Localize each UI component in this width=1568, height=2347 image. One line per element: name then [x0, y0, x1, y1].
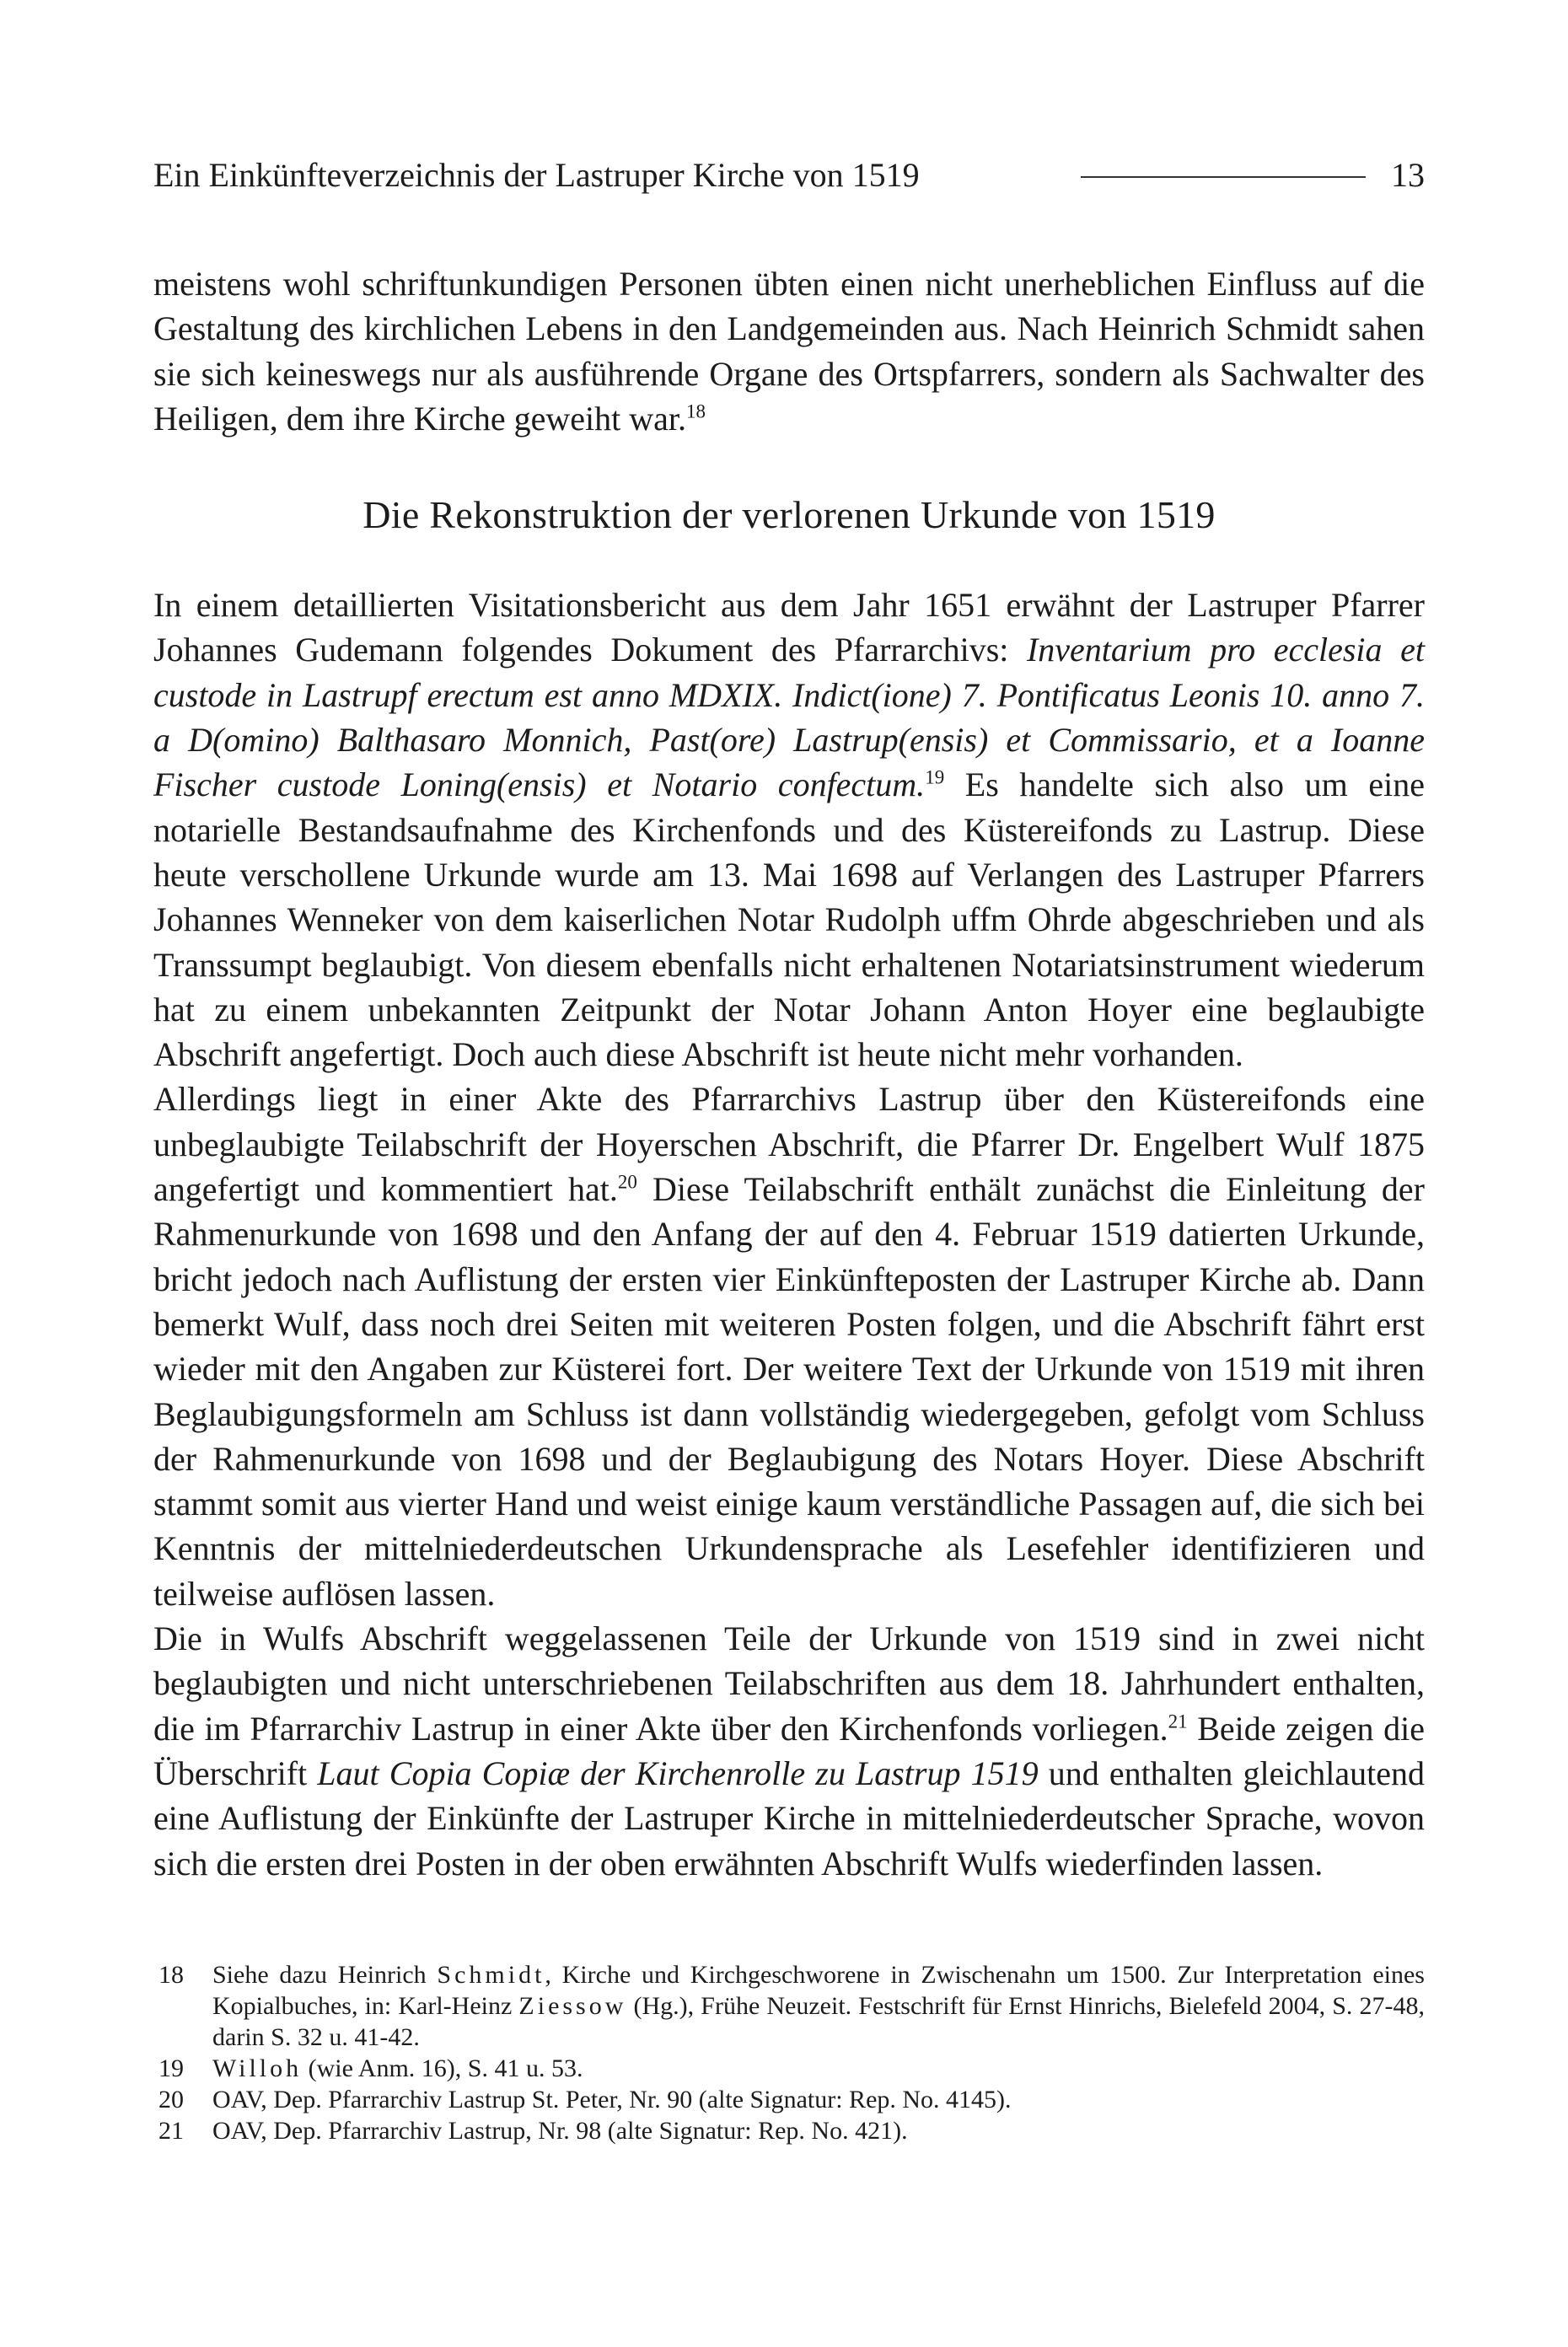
footnote-text: (wie Anm. 16), S. 41 u. 53.	[302, 2054, 583, 2082]
paragraph-wulf	[153, 1077, 1425, 1616]
footnote-text: Siehe dazu Heinrich	[212, 1961, 438, 1989]
footnote-20	[153, 2084, 1425, 2115]
paragraph-copies	[153, 1616, 1425, 1886]
title-quotation: Laut Copia Copiæ der Kirchenrolle zu Lastrup 1519	[317, 1754, 1039, 1792]
paragraph-intro	[153, 261, 1425, 441]
author-name: Ziessow	[518, 1992, 627, 2020]
footnote-ref-20: 20	[617, 1171, 637, 1193]
author-name: Schmidt	[437, 1961, 545, 1989]
running-head-rule	[1081, 176, 1366, 178]
footnote-number: 21	[158, 2117, 184, 2145]
page-number: 13	[1391, 156, 1425, 194]
latin-quotation: Inventarium pro ecclesia et custode in Lastrupf erectum est anno MDXIX. Indict(ione) 7. Pontificatus Leonis 10. anno 7. a D(omino) Balthasaro Monnich, Past(ore) Lastrup(ensis) et Commissario, et a Ioanne Fischer custode Loning(ensis) et Notario confectum.	[153, 631, 1426, 804]
running-head	[153, 150, 1425, 201]
footnote-21	[153, 2115, 1425, 2146]
paragraph-visitation-text-b: Es handelte sich also um eine notarielle Bestandsaufnahme des Kirchenfonds und des Küstereifonds zu Lastrup. Diese heute verschollene Urkunde wurde am 13. Mai 1698 auf Verlangen des Lastruper Pfarrers Johannes Wenneker von dem kaiserlichen Notar Rudolph uffm Ohrde abgeschrieben und als Transsumpt beglaubigt. Von diesem ebenfalls nicht erhaltenen Notariatsinstrument wiederum hat zu einem unbekannten Zeitpunkt der Notar Johann Anton Hoyer eine beglaubigte Abschrift angefertigt. Doch auch diese Abschrift ist heute nicht mehr vorhanden.	[153, 765, 1425, 1074]
footnote-text: OAV, Dep. Pfarrarchiv Lastrup, Nr. 98 (alte Signatur: Rep. No. 421).	[212, 2117, 908, 2145]
author-name: Willoh	[212, 2054, 303, 2082]
paragraph-copies-text-a: Die in Wulfs Abschrift weggelassenen Teile der Urkunde von 1519 sind in zwei nicht beglaubigten und nicht unterschriebenen Teilabschriften aus dem 18. Jahrhundert enthalten, die im Pfarrarchiv Lastrup in einer Akte über den Kirchenfonds vorliegen.	[153, 1619, 1425, 1748]
paragraph-visitation	[153, 583, 1425, 1077]
section-heading: Die Rekonstruktion der verlorenen Urkunde von 1519	[362, 493, 1216, 537]
footnote-ref-18: 18	[686, 400, 706, 422]
footnotes	[153, 1959, 1425, 2146]
footnote-18	[153, 1959, 1425, 2053]
paragraph-visitation-text-a: In einem detaillierten Visitationsbericht aus dem Jahr 1651 erwähnt der Lastruper Pfarrer Johannes Gudemann folgendes Dokument des Pfarrarchivs:	[153, 586, 1425, 669]
footnote-ref-19: 19	[925, 767, 945, 789]
running-head-title: Ein Einkünfteverzeichnis der Lastruper Kirche von 1519	[153, 156, 920, 194]
paragraph-copies-text-b: Beide zeigen die Überschrift	[153, 1709, 1425, 1792]
footnote-text: (Hg.), Frühe Neuzeit. Festschrift für Ernst Hinrichs, Bielefeld 2004, S. 27-48, darin S. 32 u. 41-42.	[212, 1992, 1425, 2051]
footnote-19	[153, 2053, 1425, 2084]
paragraph-wulf-text-a: Allerdings liegt in einer Akte des Pfarrarchivs Lastrup über den Küstereifonds eine unbeglaubigte Teilabschrift der Hoyerschen Abschrift, die Pfarrer Dr. Engelbert Wulf 1875 angefertigt und kommentiert hat.	[153, 1080, 1425, 1209]
paragraph-intro-text: meistens wohl schriftunkundigen Personen übten einen nicht unerheblichen Einfluss auf die Gestaltung des kirchlichen Lebens in den Landgemeinden aus. Nach Heinrich Schmidt sahen sie sich keineswegs nur als ausführende Organe des Ortspfarrers, sondern als Sachwalter des Heiligen, dem ihre Kirche geweiht war.	[153, 265, 1425, 438]
footnote-number: 20	[158, 2086, 184, 2113]
footnote-text: , Kirche und Kirchgeschworene in Zwischenahn um 1500. Zur Interpretation eines Kopialbuches, in: Karl-Heinz	[212, 1961, 1425, 2020]
footnote-ref-21: 21	[1168, 1711, 1188, 1732]
body-text	[153, 261, 1425, 1886]
footnote-number: 18	[158, 1961, 184, 1989]
paragraph-copies-text-c: und enthalten gleichlautend eine Auflistung der Einkünfte der Lastruper Kirche in mittelniederdeutscher Sprache, wovon sich die ersten drei Posten in der oben erwähnten Abschrift Wulfs wiederfinden lassen.	[153, 1754, 1426, 1882]
footnote-text: OAV, Dep. Pfarrarchiv Lastrup St. Peter, Nr. 90 (alte Signatur: Rep. No. 4145).	[212, 2086, 1012, 2113]
footnote-number: 19	[158, 2054, 184, 2082]
paragraph-wulf-text-b: Diese Teilabschrift enthält zunächst die Einleitung der Rahmenurkunde von 1698 und den Anfang der auf den 4. Februar 1519 datierten Urkunde, bricht jedoch nach Auflistung der ersten vier Einkünfteposten der Lastruper Kirche ab. Dann bemerkt Wulf, dass noch drei Seiten mit weiteren Posten folgen, und die Abschrift fährt erst wieder mit den Angaben zur Küsterei fort. Der weitere Text der Urkunde von 1519 mit ihren Beglaubigungsformeln am Schluss ist dann vollständig wiedergegeben, gefolgt vom Schluss der Rahmenurkunde von 1698 und der Beglaubigung des Notars Hoyer. Diese Abschrift stammt somit aus vierter Hand und weist einige kaum verständliche Passagen auf, die sich bei Kenntnis der mittelniederdeutschen Urkundensprache als Lesefehler identifizieren und teilweise auflösen lassen.	[153, 1170, 1425, 1613]
